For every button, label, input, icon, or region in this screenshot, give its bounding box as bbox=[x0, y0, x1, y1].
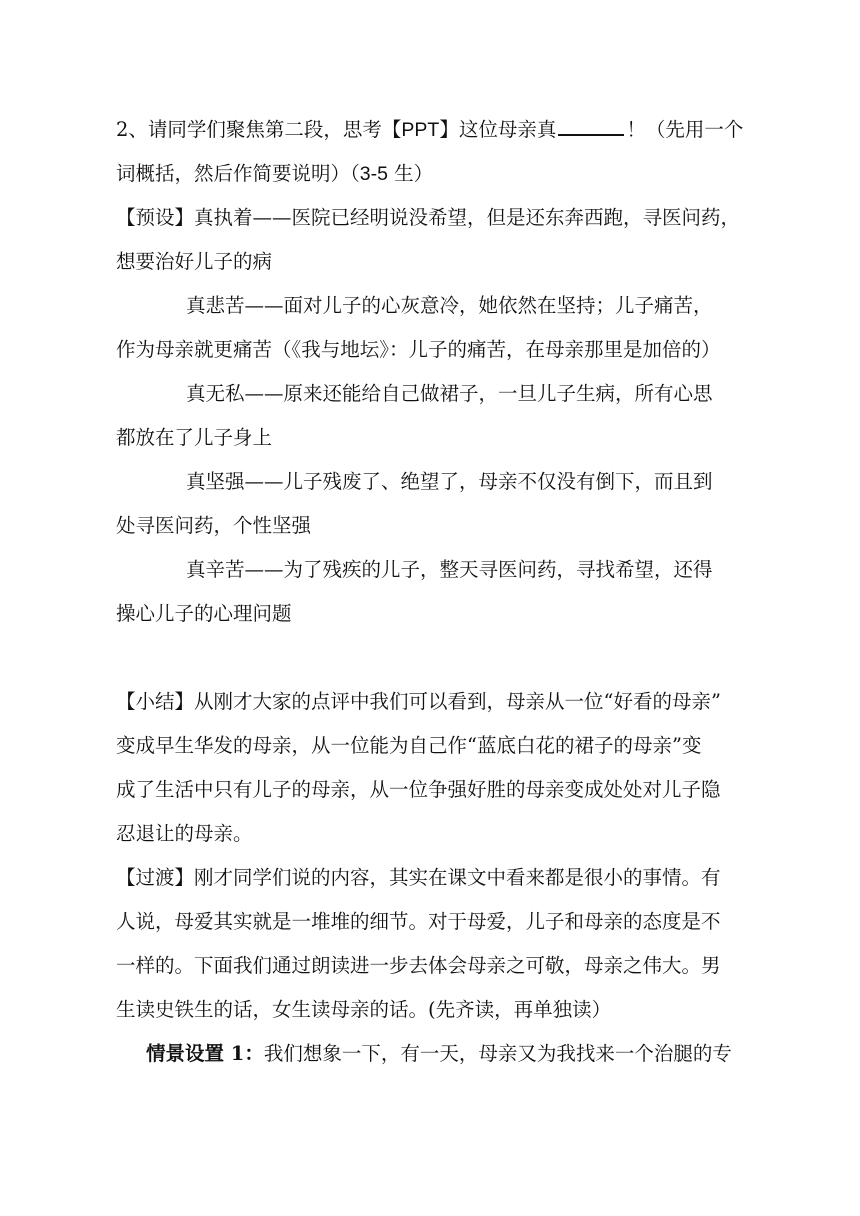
summary-line-3: 成了生活中只有儿子的母亲，从一位争强好胜的母亲变成处处对儿子隐 bbox=[116, 778, 721, 801]
question-line-2-c: 生） bbox=[387, 162, 434, 185]
transition-line-3: 一样的。下面我们通过朗读进一步去体会母亲之可敬，母亲之伟大。男 bbox=[116, 954, 721, 977]
transition-line-4: 生读史铁生的话，女生读母亲的话。(先齐读，再单独读） bbox=[116, 998, 612, 1021]
question-mid: 这位母亲真 bbox=[458, 118, 557, 141]
question-suffix: ！（先用一个 bbox=[626, 118, 744, 141]
preset-item-wu-si-cont: 都放在了儿子身上 bbox=[116, 426, 273, 449]
preset-item-wu-si: 真无私——原来还能给自己做裙子，一旦儿子生病，所有心思 bbox=[186, 382, 713, 405]
question-line-2-a: 词概括，然后作简要说明）（ bbox=[116, 162, 360, 185]
summary-line-1: 【小结】从刚才大家的点评中我们可以看到，母亲从一位“好看的母亲” bbox=[116, 690, 721, 713]
summary-line-4: 忍退让的母亲。 bbox=[116, 822, 253, 845]
preset-line-2: 想要治好儿子的病 bbox=[116, 250, 273, 273]
preset-item-xin-ku-cont: 操心儿子的心理问题 bbox=[116, 602, 292, 625]
scenario-text: 我们想象一下，有一天，母亲又为我找来一个治腿的专 bbox=[263, 1042, 732, 1065]
ppt-tag: 【PPT】 bbox=[381, 119, 459, 141]
question-prefix: 2、请同学们聚焦第二段，思考 bbox=[116, 118, 382, 141]
preset-item-xin-ku: 真辛苦——为了残疾的儿子，整天寻医问药，寻找希望，还得 bbox=[186, 558, 713, 581]
summary-line-2: 变成早生华发的母亲，从一位能为自己作“蓝底白花的裙子的母亲”变 bbox=[116, 734, 702, 757]
question-line-2 bbox=[116, 160, 433, 188]
preset-item-jian-qiang-cont: 处寻医问药，个性坚强 bbox=[116, 514, 312, 537]
student-count: 3-5 bbox=[359, 163, 388, 185]
scenario-line-1 bbox=[146, 1040, 732, 1068]
preset-line-1: 【预设】真执着——医院已经明说没希望，但是还东奔西跑，寻医问药， bbox=[116, 206, 741, 229]
answer-blank bbox=[558, 116, 624, 136]
preset-item-bei-ku: 真悲苦——面对儿子的心灰意冷，她依然在坚持；儿子痛苦， bbox=[186, 294, 713, 317]
question-line-1 bbox=[116, 116, 743, 144]
transition-line-1: 【过渡】刚才同学们说的内容，其实在课文中看来都是很小的事情。有 bbox=[116, 866, 721, 889]
preset-item-jian-qiang: 真坚强——儿子残废了、绝望了，母亲不仅没有倒下，而且到 bbox=[186, 470, 713, 493]
preset-item-bei-ku-cont: 作为母亲就更痛苦（《我与地坛》：儿子的痛苦，在母亲那里是加倍的） bbox=[116, 338, 721, 361]
scenario-label: 情景设置 1： bbox=[146, 1042, 264, 1065]
transition-line-2: 人说，母爱其实就是一堆堆的细节。对于母爱，儿子和母亲的态度是不 bbox=[116, 910, 721, 933]
